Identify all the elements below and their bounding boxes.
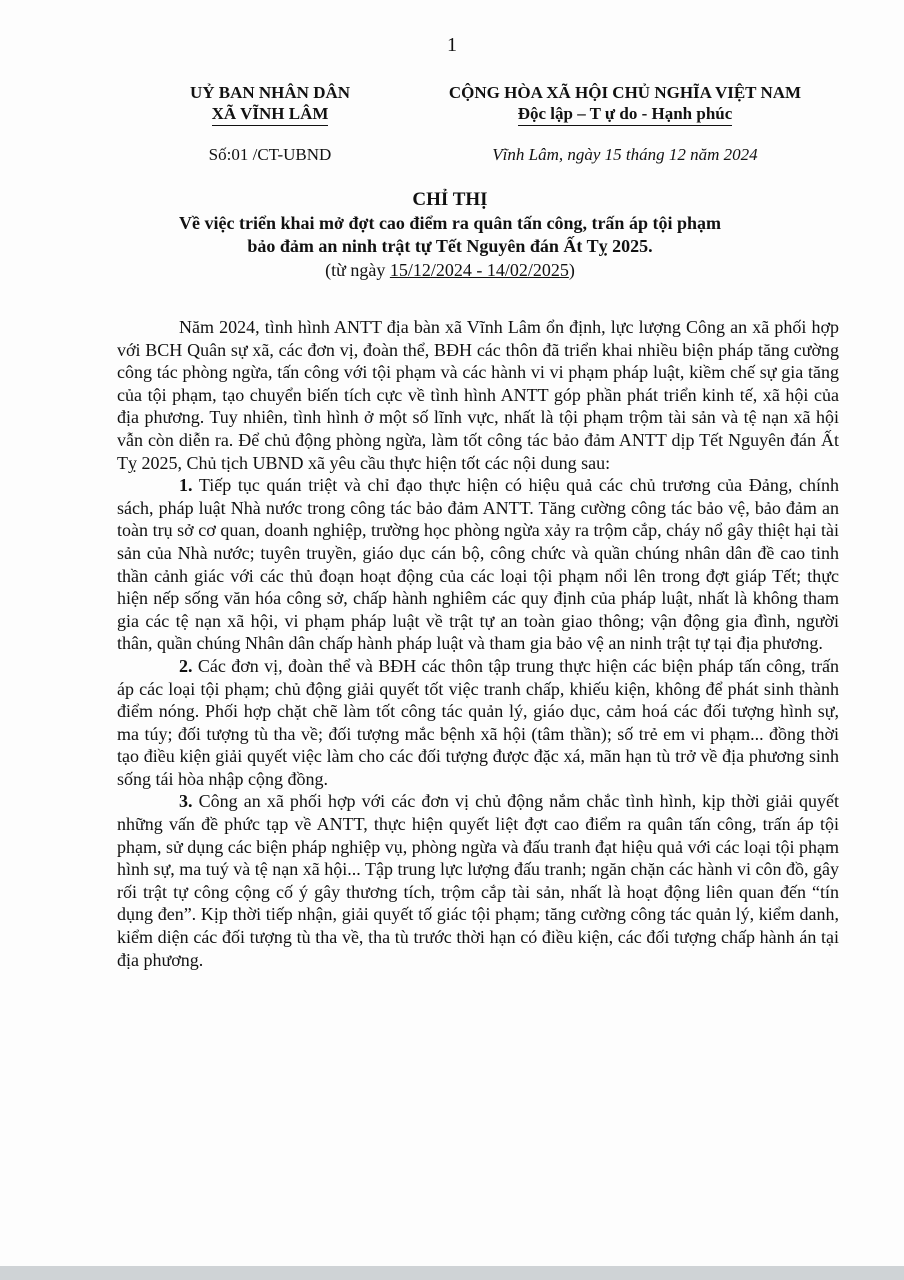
document-title-block	[100, 188, 800, 282]
document-type-title: CHỈ THỊ	[412, 189, 488, 210]
document-body	[117, 316, 839, 971]
country-name: CỘNG HÒA XÃ HỘI CHỦ NGHĨA VIỆT NAM	[448, 83, 802, 102]
directive-item-1	[117, 474, 839, 655]
authority-line-1: UỶ BAN NHÂN DÂN	[189, 83, 351, 102]
period-suffix: )	[568, 260, 575, 280]
effective-period	[100, 258, 800, 282]
item-number: 3.	[179, 791, 193, 812]
authority-line-2: XÃ VĨNH LÂM	[212, 103, 329, 126]
period-dates: 15/12/2024 - 14/02/2025	[389, 260, 569, 280]
item-number: 2.	[179, 655, 193, 676]
directive-item-3	[117, 790, 839, 971]
period-prefix: (từ ngày	[325, 260, 390, 280]
issuing-authority	[140, 82, 400, 126]
item-number: 1.	[179, 475, 193, 496]
page-number: 1	[447, 34, 457, 56]
bottom-border	[0, 1266, 904, 1280]
national-motto: Độc lập – T ự do - Hạnh phúc	[518, 103, 733, 126]
item-text: Các đơn vị, đoàn thể và BĐH các thôn tập trung thực hiện các biện pháp tấn công, trấn áp các loại tội phạm; chủ động giải quyết tốt việc tranh chấp, khiếu kiện, không để phát sinh thành điểm nóng. Phối hợp chặt chẽ làm tốt công tác quản lý, giáo dục, cảm hoá các đối tượng hình sự, ma túy; đối tượng tù tha về; đối tượng mắc bệnh xã hội (tâm thần); số trẻ em vi phạm... đồng thời tạo điều kiện giải quyết việc làm cho các đối tượng được đặc xá, mãn hạn tù trở về địa phương sinh sống tái hòa nhập cộng đồng.	[117, 655, 839, 789]
subtitle-line-2: bảo đảm an ninh trật tự Tết Nguyên đán Ất Tỵ 2025.	[247, 236, 653, 256]
place-and-date: Vĩnh Lâm, ngày 15 tháng 12 năm 2024	[492, 145, 758, 164]
intro-paragraph: Năm 2024, tình hình ANTT địa bàn xã Vĩnh Lâm ổn định, lực lượng Công an xã phối hợp với BCH Quân sự xã, các đơn vị, đoàn thể, BĐH các thôn đã triển khai nhiều biện pháp tăng cường công tác phòng ngừa, tấn công với tội phạm và các hành vi vi phạm pháp luật, kiềm chế sự gia tăng của tội phạm, tạo chuyển biến tích cực về tình hình ANTT góp phần phát triển kinh tế, xã hội của địa phương. Tuy nhiên, tình hình ở một số lĩnh vực, nhất là tội phạm trộm tài sản và tệ nạn xã hội vẫn còn diễn ra. Để chủ động phòng ngừa, làm tốt công tác bảo đảm ANTT dịp Tết Nguyên đán Ất Tỵ 2025, Chủ tịch UBND xã yêu cầu thực hiện tốt các nội dung sau:	[117, 317, 839, 473]
subtitle-line-1: Về việc triển khai mở đợt cao điểm ra quân tấn công, trấn áp tội phạm	[179, 213, 721, 233]
national-heading	[410, 82, 840, 126]
item-text: Công an xã phối hợp với các đơn vị chủ động nắm chắc tình hình, kịp thời giải quyết những vấn đề phức tạp về ANTT, thực hiện quyết liệt đợt cao điểm ra quân tấn công, trấn áp tội phạm, sử dụng các biện pháp nghiệp vụ, phòng ngừa và đấu tranh đạt hiệu quả với các loại tội phạm hình sự, ma tuý và tệ nạn xã hội... Tập trung lực lượng đấu tranh; ngăn chặn các hành vi côn đồ, gây rối trật tự công cộng cố ý gây thương tích, trộm cắp tài sản, nhất là hoạt động liên quan đến “tín dụng đen”. Kịp thời tiếp nhận, giải quyết tố giác tội phạm; tăng cường công tác quản lý, kiểm danh, kiểm diện các đối tượng tù tha về, tha tù trước thời hạn có điều kiện, các đối tượng chấp hành án tại địa phương.	[117, 791, 839, 970]
item-text: Tiếp tục quán triệt và chỉ đạo thực hiện có hiệu quả các chủ trương của Đảng, chính sách, pháp luật Nhà nước trong công tác bảo đảm ANTT. Tăng cường công tác bảo vệ, bảo đảm an toàn trụ sở cơ quan, doanh nghiệp, trường học phòng ngừa xảy ra trộm cắp, cháy nổ gây thiệt hại tài sản của Nhà nước; tuyên truyền, giáo dục cán bộ, công chức và quần chúng nhân dân đề cao tinh thần cảnh giác với các thủ đoạn hoạt động của các loại tội phạm nổi lên trong đợt giáp Tết; thực hiện nếp sống văn hóa công sở, chấp hành nghiêm các quy định của pháp luật, nhất là không tham gia các tệ nạn xã hội, vi phạm pháp luật về trật tự an toàn giao thông; vận động gia đình, người thân, quần chúng Nhân dân chấp hành pháp luật và tham gia bảo vệ an ninh trật tự tại địa phương.	[117, 475, 839, 654]
document-number: Số:01 /CT-UBND	[208, 145, 332, 164]
directive-item-2	[117, 655, 839, 791]
